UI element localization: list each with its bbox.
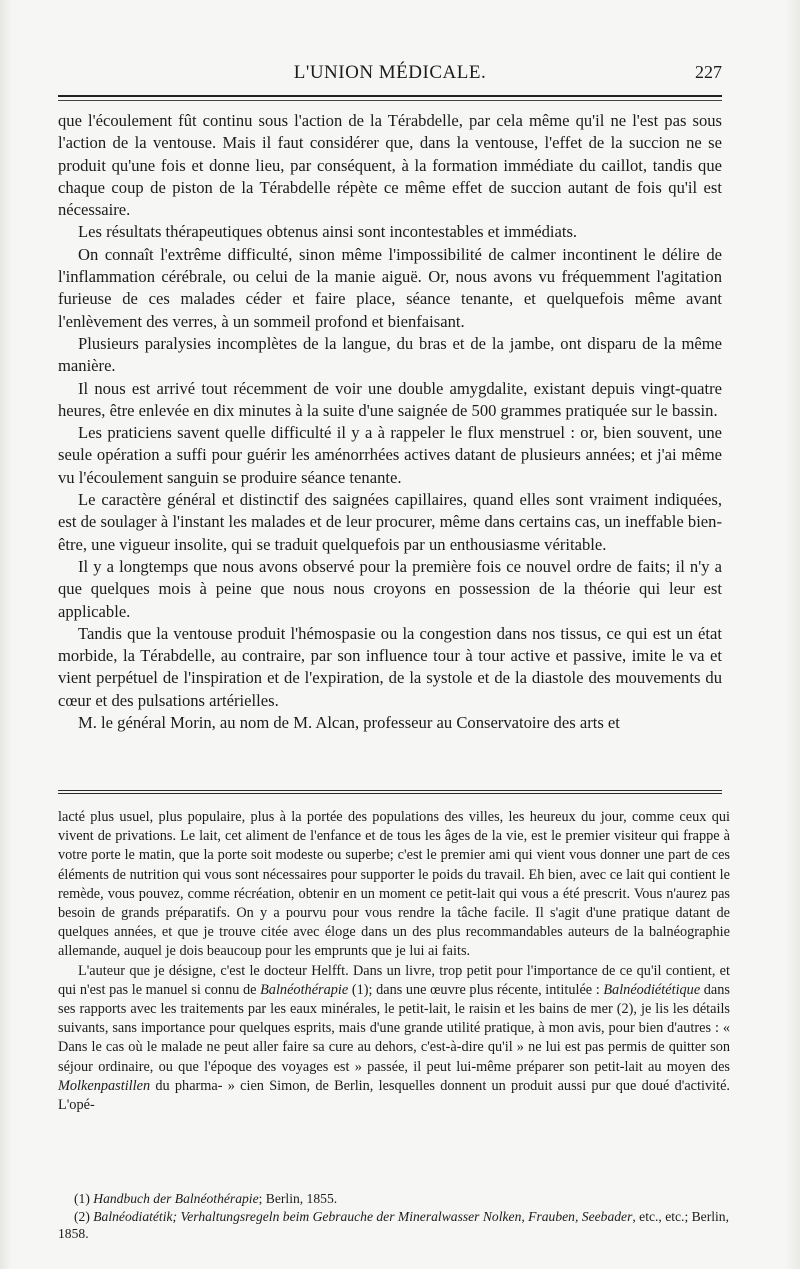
italic-title: Molkenpastillen bbox=[58, 1077, 151, 1094]
main-text bbox=[58, 110, 722, 734]
header-rule-thin bbox=[58, 100, 722, 101]
text-run: (1); dans une œuvre plus récente, intitulée : bbox=[348, 981, 604, 998]
paragraph: que l'écoulement fût continu sous l'action de la Térabdelle, par cela même qu'il ne l'est pas sous l'action de la ventouse. Mais il faut considérer que, dans la ventouse, l'effet de la succion ne se produit qu'une fois et donne lieu, par conséquent, à la formation immédiate du caillot, tandis que chaque coup de piston de la Térabdelle répète ce même effet de succion autant de fois qu'il est nécessaire. bbox=[58, 111, 722, 220]
footnote-title: Handbuch der Balnéothérapie bbox=[93, 1191, 259, 1206]
paragraph: Il nous est arrivé tout récemment de voir une double amygdalite, existant depuis vingt-quatre heures, être enlevée en dix minutes à la suite d'une saignée de 500 grammes pratiquée sur le bassin. bbox=[58, 378, 722, 420]
footnotes bbox=[58, 1190, 730, 1243]
running-title: L'UNION MÉDICALE. bbox=[293, 62, 487, 83]
italic-title: Balnéodiététique bbox=[603, 981, 701, 998]
paragraph: Plusieurs paralysies incomplètes de la langue, du bras et de la jambe, ont disparu de la même manière. bbox=[58, 333, 722, 376]
footnote-text: , etc., etc.; Berlin, 1858. bbox=[58, 1208, 729, 1241]
text-run: dans ses rapports avec les traitements par les eaux minérales, le petit-lait, le raisin et les bains de mer (2), je lis les détails suivants, sans importance pour quelques esprits, mais d'une grande utilité pratique, à mon avis, pour bien d'autres : « Dans le cas où le malade ne peut aller faire sa cure au dehors, c'est-à-dire qu'il » ne lui est pas permis de quitter son séjour ordinaire, ou que l'époque des voyages est » passée, il peut lui-même préparer son petit-lait au moyen des bbox=[58, 981, 730, 1075]
footnote-mark: (1) bbox=[74, 1191, 94, 1206]
header-rule bbox=[58, 95, 722, 97]
paragraph: Tandis que la ventouse produit l'hémospasie ou la congestion dans nos tissus, ce qui est un état morbide, la Térabdelle, au contraire, par son influence tour à tour active et passive, imite le va et vient perpétuel de l'inspiration et de l'expiration, de la systole et de la diastole des mouvements du cœur et des pulsations artérielles. bbox=[58, 623, 722, 710]
italic-title: Balnéothérapie bbox=[260, 981, 349, 998]
footnote-text: ; Berlin, 1855. bbox=[258, 1191, 338, 1206]
feuilleton-paragraph bbox=[58, 962, 730, 1116]
feuilleton-paragraph: lacté plus usuel, plus populaire, plus à la portée des populations des villes, les heureux du jour, comme ceux qui vivent de privations. Le lait, cet aliment de l'enfance et de tous les âges de la vie, est le premier visiteur qui frappe à votre porte le matin, que la porte soit modeste ou superbe; c'est le premier ami qui vient vous donner une part de ces éléments de nutrition qui vous sont nécessaires pour supporter le poids du travail. Eh bien, avec ce lait qui contient le remède, vous pouvez, comme récréation, obtenir en un moment ce petit-lait qui vous a été prescrit. Vous n'aurez pas besoin de grands préparatifs. On y a pourvu pour vous rendre la tâche facile. Il s'agit d'une pratique datant de quelques années, et que je trouve citée avec éloge dans un des plus recommandables auteurs de la balnéographie allemande, auquel je dois beaucoup pour les emprunts que je lui ai faits. bbox=[58, 809, 730, 960]
footnote-title: Balnéodiatétik; Verhaltungsregeln beim Gebrauche der Mineralwasser Nolken, Frauben, Seebader bbox=[93, 1208, 633, 1224]
page-header bbox=[58, 62, 722, 90]
footnote-mark: (2) bbox=[74, 1208, 94, 1224]
paragraph: Les praticiens savent quelle difficulté il y a à rappeler le flux menstruel : or, bien souvent, une seule opération a suffi pour guérir les aménorrhées actives datant de plusieurs années; et j'ai même vu l'écoulement sanguin se produire séance tenante. bbox=[58, 423, 722, 487]
paragraph: Les résultats thérapeutiques obtenus ainsi sont incontestables et immédiats. bbox=[78, 222, 578, 242]
paragraph: Il y a longtemps que nous avons observé pour la première fois ce nouvel ordre de faits; il n'y a que quelques mois à peine que nous nous croyons en possession de la théorie qui leur est applicable. bbox=[58, 556, 722, 621]
text-run: L'auteur que je désigne, c'est le docteur Helfft. Dans un livre, trop petit pour l'importance de ce qu'il contient, et qui n'est pas le manuel si connu de bbox=[58, 962, 730, 998]
paragraph: On connaît l'extrême difficulté, sinon même l'impossibilité de calmer incontinent le délire de l'inflammation cérébrale, ou celui de la manie aiguë. Or, nous avons vu fréquemment l'agitation furieuse de ces malades céder et faire place, séance tenante, et quelquefois même avant l'enlèvement des verres, à un sommeil profond et bienfaisant. bbox=[58, 244, 722, 331]
text-run: du pharma- » cien Simon, de Berlin, lesquelles donnent un produit aussi pur que doué d'activité. L'opé- bbox=[58, 1077, 730, 1114]
footnote-2 bbox=[58, 1208, 730, 1243]
footnote-1 bbox=[58, 1190, 730, 1208]
page-number: 227 bbox=[695, 62, 722, 82]
feuilleton-text bbox=[58, 808, 730, 1115]
paragraph: M. le général Morin, au nom de M. Alcan, professeur au Conservatoire des arts et bbox=[78, 713, 620, 733]
paragraph: Le caractère général et distinctif des saignées capillaires, quand elles sont vraiment indiquées, est de soulager à l'instant les malades et de leur procurer, même dans certains cas, un ineffable bien-être, une vigueur insolite, qui se traduit quelquefois par un enthousiasme véritable. bbox=[58, 490, 722, 554]
feuilleton-separator bbox=[58, 790, 722, 796]
